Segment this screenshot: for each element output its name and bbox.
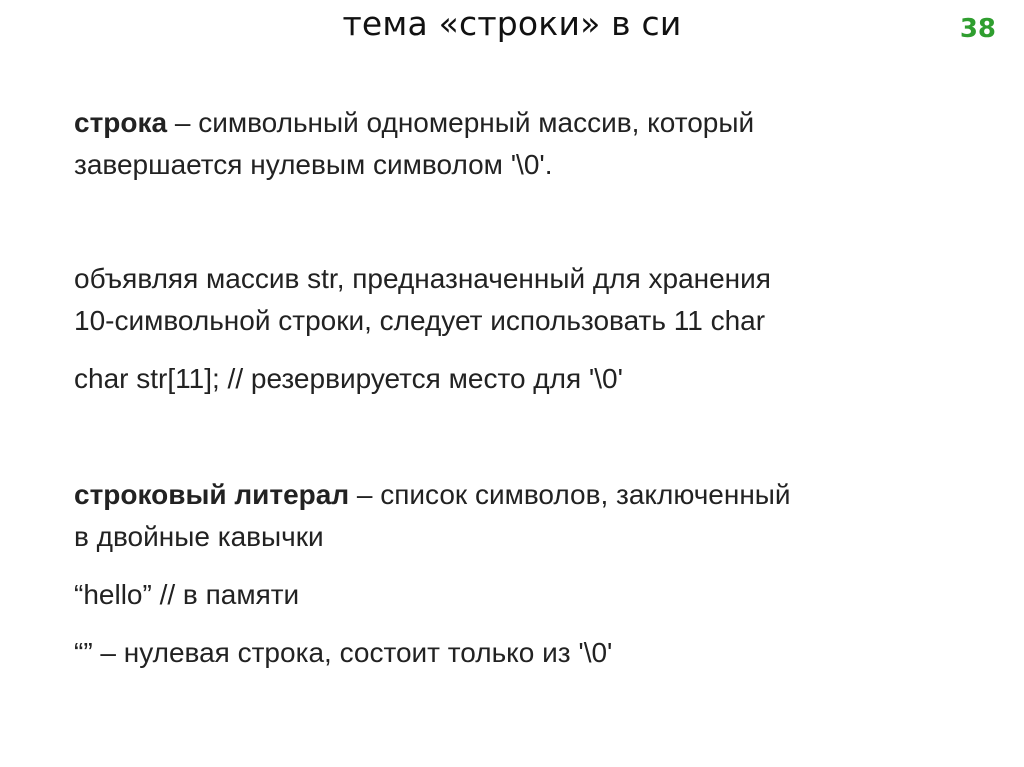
- literal-example-empty: “” – нулевая строка, состоит только из '\0': [74, 637, 613, 668]
- slide-title: тема «строки» в си: [342, 4, 682, 43]
- literal-term: строковый литерал: [74, 479, 350, 510]
- literal-example-hello: “hello” // в памяти: [74, 579, 300, 610]
- declaration-code: char str[11]; // резервируется место для '\0': [74, 363, 623, 394]
- literal-line-2: в двойные кавычки: [74, 521, 324, 552]
- literal-text: – список символов, заключенный: [349, 479, 791, 510]
- definition-line-1: [74, 102, 754, 144]
- definition-term: строка: [74, 107, 168, 138]
- definition-text: – символьный одномерный массив, который: [167, 107, 755, 138]
- declaration-line-1: объявляя массив str, предназначенный для хранения: [74, 263, 771, 294]
- slide-number: 38: [959, 14, 996, 44]
- declaration-line-2: 10-символьной строки, следует использовать 11 char: [74, 305, 766, 336]
- definition-line-2: завершается нулевым символом '\0'.: [74, 149, 553, 180]
- literal-line-1: [74, 474, 791, 516]
